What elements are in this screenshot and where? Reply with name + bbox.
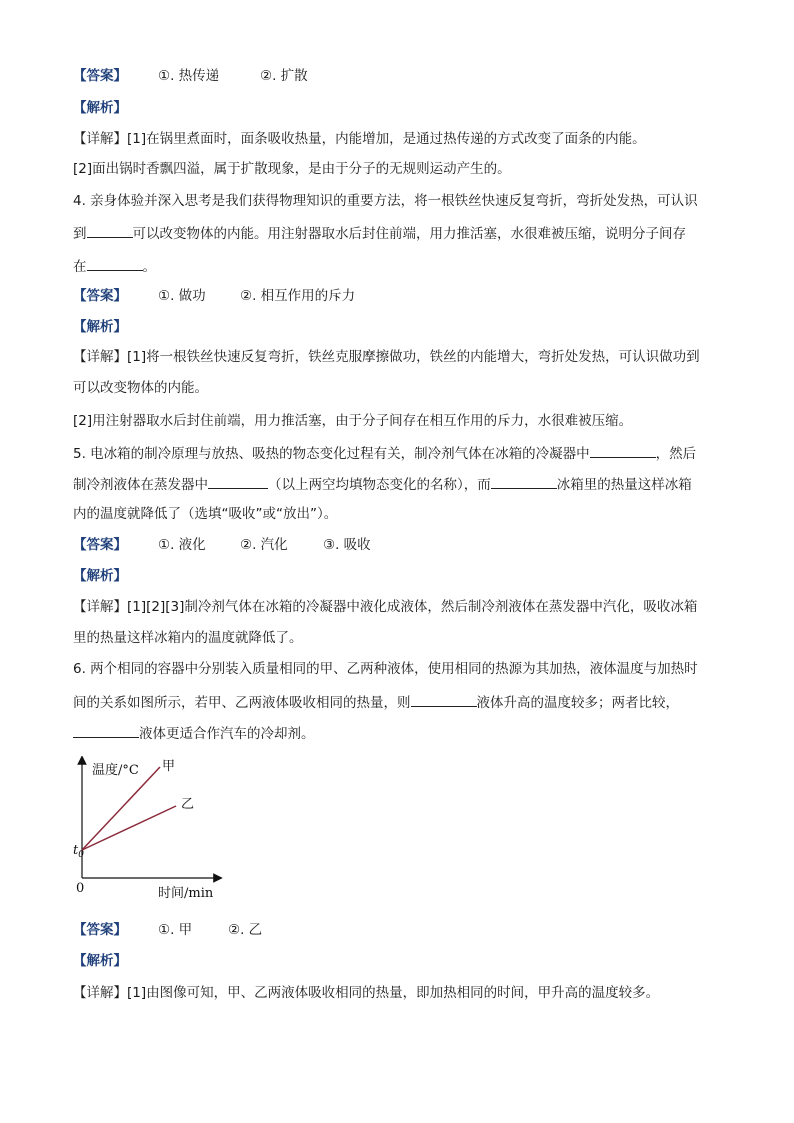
t0-label: $t_0$ [73,843,84,860]
q5-detail-1 [73,598,697,616]
label-yi: 乙 [181,797,195,812]
q4-question-line-2 [73,223,686,243]
detail-text: [2]面出锅时香飘四溢，属于扩散现象，是由于分子的无规则运动产生的。 [73,161,511,177]
answer-option-1: ①. 液化 [158,537,206,553]
answer-option-2: ②. 扩散 [260,68,308,84]
text: 冰箱里的热量这样冰箱 [556,477,692,493]
detail-text: [1][2][3]制冷剂气体在冰箱的冷凝器中液化成液体，然后制冷剂液体在蒸发器中汽化，吸收冰箱 [127,599,698,615]
line-yi [82,806,176,850]
y-axis-label: 温度/°C [92,763,139,778]
q5-analysis-heading [73,567,127,585]
answer-option-1: ①. 做功 [158,288,206,304]
q4-question-line-3 [73,256,156,276]
text: （以上两空均填物态变化的名称），而 [268,477,491,493]
text: 可以改变物体的内能。用注射器取水后封住前端，用力推活塞，水很难被压缩，说明分子间存 [132,226,686,242]
q6-detail-1 [73,984,659,1002]
detail-text: [1]在锅里煮面时，面条吸收热量，内能增加，是通过热传递的方式改变了面条的内能。 [127,131,646,147]
answer-blank-1[interactable] [411,692,477,707]
q4-detail-2: [2]用注射器取水后封住前端，用力推活塞，由于分子间存在相互作用的斥力，水很难被压缩。 [73,413,633,429]
detail-tag: 【详解】 [73,985,127,1001]
answer-tag: 【答案】 [73,288,127,304]
answer-blank-2[interactable] [73,723,139,738]
text: 制冷剂液体在蒸发器中 [73,477,208,493]
detail-tag: 【详解】 [73,131,127,147]
origin-label: 0 [76,881,85,896]
answer-option-3: ③. 吸收 [323,537,371,553]
analysis-tag: 【解析】 [73,100,127,116]
q5-answer-row [73,536,723,554]
analysis-tag: 【解析】 [73,319,127,335]
detail-tag: 【详解】 [73,599,127,615]
answer-tag: 【答案】 [73,68,127,84]
q5-question-line-1 [73,443,696,463]
q3-detail-1 [73,130,646,148]
q4-answer-row [73,287,723,305]
answer-tag: 【答案】 [73,537,127,553]
detail-text: [1]将一根铁丝快速反复弯折，铁丝克服摩擦做功，铁丝的内能增大，弯折处发热，可认识做功到 [127,349,700,365]
line-jia [82,767,160,850]
answer-option-1: ①. 热传递 [158,68,220,84]
answer-tag: 【答案】 [73,922,127,938]
answer-blank-1[interactable] [590,443,656,458]
text: 液体更适合作汽车的冷却剂。 [139,726,315,742]
q6-question-line-3 [73,723,315,743]
label-jia: 甲 [162,759,176,774]
text: 在 [73,259,87,275]
text: 5. 电冰箱的制冷原理与放热、吸热的物态变化过程有关，制冷剂气体在冰箱的冷凝器中 [73,446,590,462]
text: 间的关系如图所示，若甲、乙两液体吸收相同的热量，则 [73,695,411,711]
q3-answer-row [73,67,723,85]
q5-question-line-2 [73,474,692,494]
q6-answer-row [73,921,723,939]
detail-tag: 【详解】 [73,349,127,365]
q3-detail-2 [73,160,511,178]
answer-option-1: ①. 甲 [158,922,193,938]
q3-analysis-heading [73,99,127,117]
answer-option-2: ②. 相互作用的斥力 [240,288,356,304]
text: 。 [142,259,156,275]
q6-question-line-1: 6. 两个相同的容器中分别装入质量相同的甲、乙两种液体，使用相同的热源为其加热，液体温度与加热时 [73,661,698,677]
q5-detail-1-cont: 里的热量这样冰箱内的温度就降低了。 [73,630,303,646]
q6-analysis-heading [73,952,127,970]
answer-option-2: ②. 乙 [228,922,263,938]
q5-question-line-3: 内的温度就降低了（选填“吸收”或“放出”）。 [73,506,338,522]
text: 液体升高的温度较多；两者比较， [476,695,679,711]
answer-blank-2[interactable] [87,256,143,271]
answer-blank-2[interactable] [208,474,268,489]
q6-question-line-2 [73,692,679,712]
x-axis-label: 时间/min [158,886,214,901]
q4-question-line-1: 4. 亲身体验并深入思考是我们获得物理知识的重要方法，将一根铁丝快速反复弯折，弯折处发热，可认识 [73,193,698,209]
answer-blank-3[interactable] [491,474,557,489]
answer-blank-1[interactable] [87,223,133,238]
text: 到 [73,226,87,242]
q4-analysis-heading [73,318,127,336]
temperature-time-graph [70,756,230,904]
detail-text: [1]由图像可知，甲、乙两液体吸收相同的热量，即加热相同的时间，甲升高的温度较多。 [127,985,660,1001]
text: ，然后 [655,446,697,462]
analysis-tag: 【解析】 [73,568,127,584]
answer-option-2: ②. 汽化 [240,537,288,553]
analysis-tag: 【解析】 [73,953,127,969]
q4-detail-1-cont: 可以改变物体的内能。 [73,380,208,396]
q4-detail-1 [73,348,700,366]
